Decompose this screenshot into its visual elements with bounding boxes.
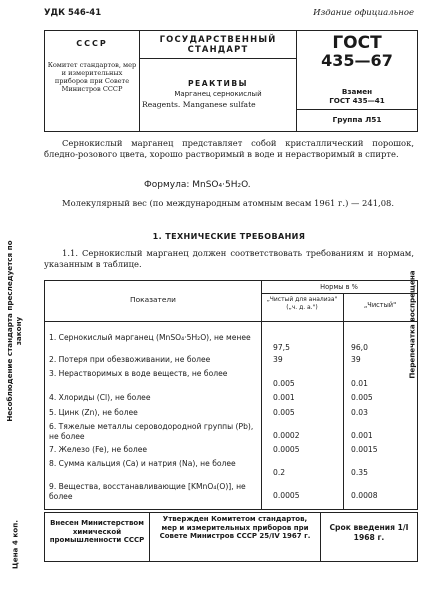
footer-approved bbox=[150, 513, 321, 561]
table-cell: 0.0005 bbox=[273, 445, 300, 454]
header-col-ussr bbox=[45, 31, 140, 131]
header-col-title bbox=[140, 31, 297, 131]
table-row-label: 1. Сернокислый марганец (MnSO₄·5H₂O), не менее bbox=[49, 333, 251, 342]
table-cell: 0.0002 bbox=[273, 431, 300, 440]
section-title: 1. ТЕХНИЧЕСКИЕ ТРЕБОВАНИЯ bbox=[152, 232, 306, 241]
table-row-label: 8. Сумма кальция (Ca) и натрия (Na), не более bbox=[49, 459, 236, 468]
gost-number: 435—67 bbox=[321, 51, 393, 70]
table-row-label: 3. Нерастворимых в воде веществ, не более bbox=[49, 369, 228, 378]
divider bbox=[343, 293, 344, 509]
effective-date: Срок введения 1/I 1968 г. bbox=[329, 523, 409, 542]
introduced-by: Внесен Министерством химической промышленности СССР bbox=[49, 519, 145, 544]
col-header-pure: „Чистый" bbox=[363, 301, 397, 309]
gos-standard-label: ГОСУДАРСТВЕННЫЙ СТАНДАРТ bbox=[159, 34, 277, 54]
table-cell: 0.0015 bbox=[351, 445, 378, 454]
approved-by: Утвержден Комитетом стандартов, мер и измерительных приборов при Совете Министров СССР 25/IV 1967 г. bbox=[159, 515, 311, 540]
header-table bbox=[44, 30, 418, 132]
group-label: Группа Л51 bbox=[332, 115, 382, 124]
table-row-label: 7. Железо (Fe), не более bbox=[49, 445, 148, 454]
table-row-label: 5. Цинк (Zn), не более bbox=[49, 408, 138, 417]
divider bbox=[261, 281, 262, 509]
table-row-label: 4. Хлориды (Cl), не более bbox=[49, 393, 151, 402]
table-cell: 0.005 bbox=[273, 379, 295, 388]
molecular-weight: Молекулярный вес (по международным атомным весам 1961 г.) — 241,08. bbox=[62, 198, 395, 208]
committee-label: Комитет стандартов, мер и измерительных приборов при Совете Министров СССР bbox=[47, 61, 137, 93]
requirements-table bbox=[44, 280, 418, 510]
name-ru: Марганец сернокислый bbox=[174, 90, 262, 98]
table-cell: 0.2 bbox=[273, 468, 286, 477]
table-cell: 0.0008 bbox=[351, 491, 378, 500]
paragraph-1-1: 1.1. Сернокислый марганец должен соответствовать требованиям и нормам, указанным в таблице. bbox=[44, 248, 414, 269]
reagents-title: РЕАКТИВЫ bbox=[187, 79, 249, 88]
instead-label: Взамен bbox=[341, 87, 373, 96]
table-row-label: 9. Вещества, восстанавливающие [KMnO₄(O)], не более bbox=[49, 482, 246, 501]
col-header-indicators: Показатели bbox=[130, 295, 176, 304]
side-notice-left: Несоблюдение стандарта преследуется по закону bbox=[5, 240, 23, 422]
edition-label: Издание официальное bbox=[313, 8, 414, 18]
divider bbox=[45, 321, 417, 322]
header-col-gost bbox=[297, 31, 417, 131]
footer-effective bbox=[321, 513, 417, 561]
footer-table bbox=[44, 512, 418, 562]
intro-paragraph: Сернокислый марганец представляет собой кристаллический порошок, бледно-розового цвета, хорошо растворимый в воде и нерастворимый в спирте. bbox=[44, 138, 414, 159]
col-header-norms: Нормы в % bbox=[320, 283, 358, 291]
table-cell: 0.35 bbox=[351, 468, 368, 477]
table-cell: 39 bbox=[351, 355, 361, 364]
ussr-label: СССР bbox=[76, 39, 108, 48]
footer-introduced bbox=[45, 513, 150, 561]
table-cell: 39 bbox=[273, 355, 283, 364]
table-row-label: 2. Потеря при обезвоживании, не более bbox=[49, 355, 211, 364]
price-label: Цена 4 коп. bbox=[10, 520, 20, 569]
table-cell: 0.03 bbox=[351, 408, 368, 417]
table-cell: 0.0005 bbox=[273, 491, 300, 500]
col-header-pure-analysis: „Чистый для анализа" („ч. д. а.") bbox=[266, 296, 338, 311]
gost-label: ГОСТ bbox=[332, 33, 382, 53]
table-cell: 0.005 bbox=[273, 408, 295, 417]
top-line bbox=[44, 8, 414, 22]
formula: Формула: MnSO₄·5H₂O. bbox=[144, 180, 251, 190]
udk-code: УДК 546-41 bbox=[44, 8, 102, 18]
table-cell: 0.01 bbox=[351, 379, 368, 388]
side-notice-right: Перепечатка воспрещена bbox=[407, 270, 417, 379]
table-cell: 0.001 bbox=[351, 431, 373, 440]
instead-block bbox=[297, 87, 417, 105]
divider bbox=[297, 109, 417, 110]
instead-value: ГОСТ 435—41 bbox=[329, 96, 385, 105]
divider bbox=[140, 58, 296, 59]
table-cell: 0.001 bbox=[273, 393, 295, 402]
name-en: Reagents. Manganese sulfate bbox=[142, 100, 256, 109]
divider bbox=[261, 293, 417, 294]
table-cell: 96,0 bbox=[351, 343, 368, 352]
table-cell: 0.005 bbox=[351, 393, 373, 402]
table-cell: 97,5 bbox=[273, 343, 290, 352]
table-row-label: 6. Тяжелые металлы сероводородной группы (Pb), не более bbox=[49, 422, 254, 441]
